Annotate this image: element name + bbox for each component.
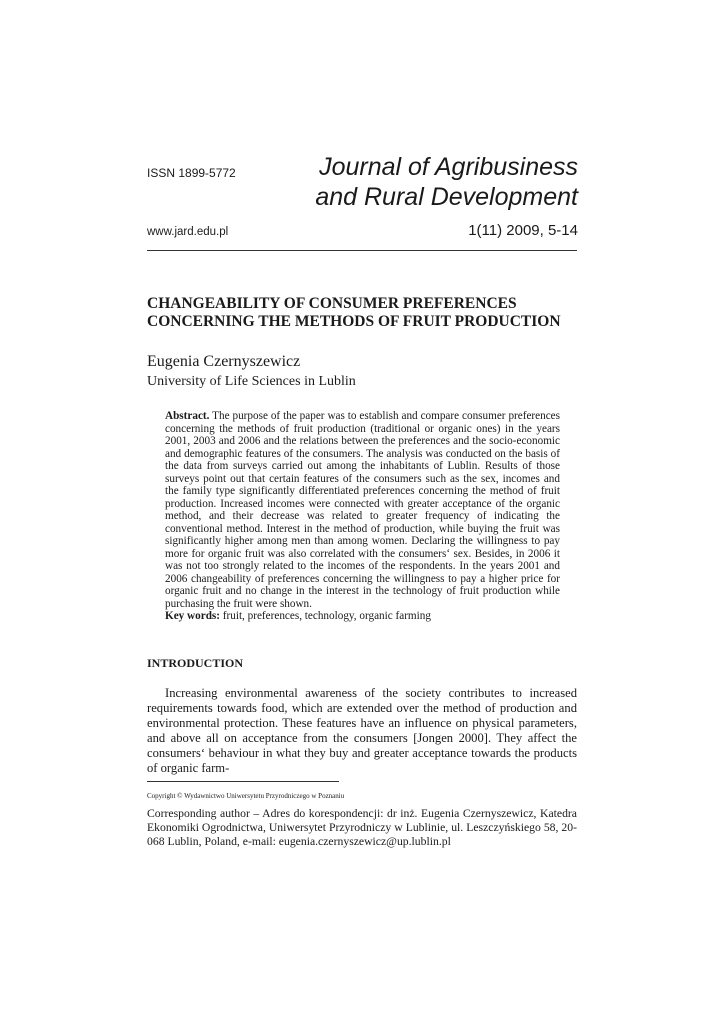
journal-website: www.jard.edu.pl — [147, 226, 229, 238]
abstract-label: Abstract. — [165, 410, 210, 422]
article-title-line2: CONCERNING THE METHODS OF FRUIT PRODUCTION — [147, 313, 561, 330]
corresponding-author: Corresponding author – Adres do korespondencji: dr inż. Eugenia Czernyszewicz, Katedra Ekonomiki Ogrodnictwa, Uniwersytet Przyrodniczy w Lublinie, ul. Leszczyńskiego 58, 20-068 Lublin, Poland, e-mail: eugenia.czernyszewicz@up.lublin.pl — [147, 807, 577, 848]
author-affiliation: University of Life Sciences in Lublin — [147, 374, 356, 389]
article-title — [147, 295, 587, 331]
issue-info: 1(11) 2009, 5-14 — [468, 222, 578, 239]
header-divider — [147, 250, 577, 251]
article-title-line1: CHANGEABILITY OF CONSUMER PREFERENCES — [147, 295, 517, 312]
journal-title-line2: and Rural Development — [315, 183, 578, 211]
keywords-text: fruit, preferences, technology, organic farming — [222, 610, 431, 622]
issn-number: ISSN 1899-5772 — [147, 166, 236, 180]
footnote-divider — [147, 781, 339, 782]
journal-title-line1: Journal of Agribusiness — [319, 153, 578, 181]
keywords — [165, 610, 565, 622]
copyright-notice: Copyright © Wydawnictwo Uniwersytetu Przyrodniczego w Poznaniu — [147, 792, 345, 800]
abstract-text: The purpose of the paper was to establish and compare consumer preferences concerning the methods of fruit production (traditional or organic ones) in the years 2001, 2003 and 2006 and the relations between the preferences and the socio-economic and demographic features of the consumers. The analysis was conducted on the basis of the data from surveys carried out among the inhabitants of Lublin. Results of those surveys point out that certain features of the consumers such as the sex, incomes and the family type significantly differentiated preferences concerning the method of fruit production. Increased incomes were connected with greater acceptance of the organic method, and their decrease was related to greater frequency of indicating the conventional method. Interest in the method of production, while buying the fruit was significantly higher among men than among women. Declaring the willingness to pay more for organic fruit was also correlated with the consumers‘ sex. Besides, in 2006 it was not too strongly related to the incomes of the respondents. In the years 2001 and 2006 changeability of preferences concerning the willingness to pay a higher price for organic fruit and no change in the interest in the technology of fruit production while purchasing the fruit were shown. — [165, 410, 560, 610]
keywords-label: Key words: — [165, 610, 220, 622]
introduction-paragraph: Increasing environmental awareness of the society contributes to increased requirements towards food, which are extended over the method of production and environmental protection. These features have an influence on physical parameters, and above all on acceptance from the consumers [Jongen 2000]. They affect the consumers‘ behaviour in what they buy and greater acceptance towards the products of organic farm- — [147, 686, 577, 775]
journal-title — [300, 152, 578, 212]
section-heading: INTRODUCTION — [147, 656, 244, 670]
author-name: Eugenia Czernyszewicz — [147, 353, 301, 370]
abstract — [165, 410, 560, 610]
